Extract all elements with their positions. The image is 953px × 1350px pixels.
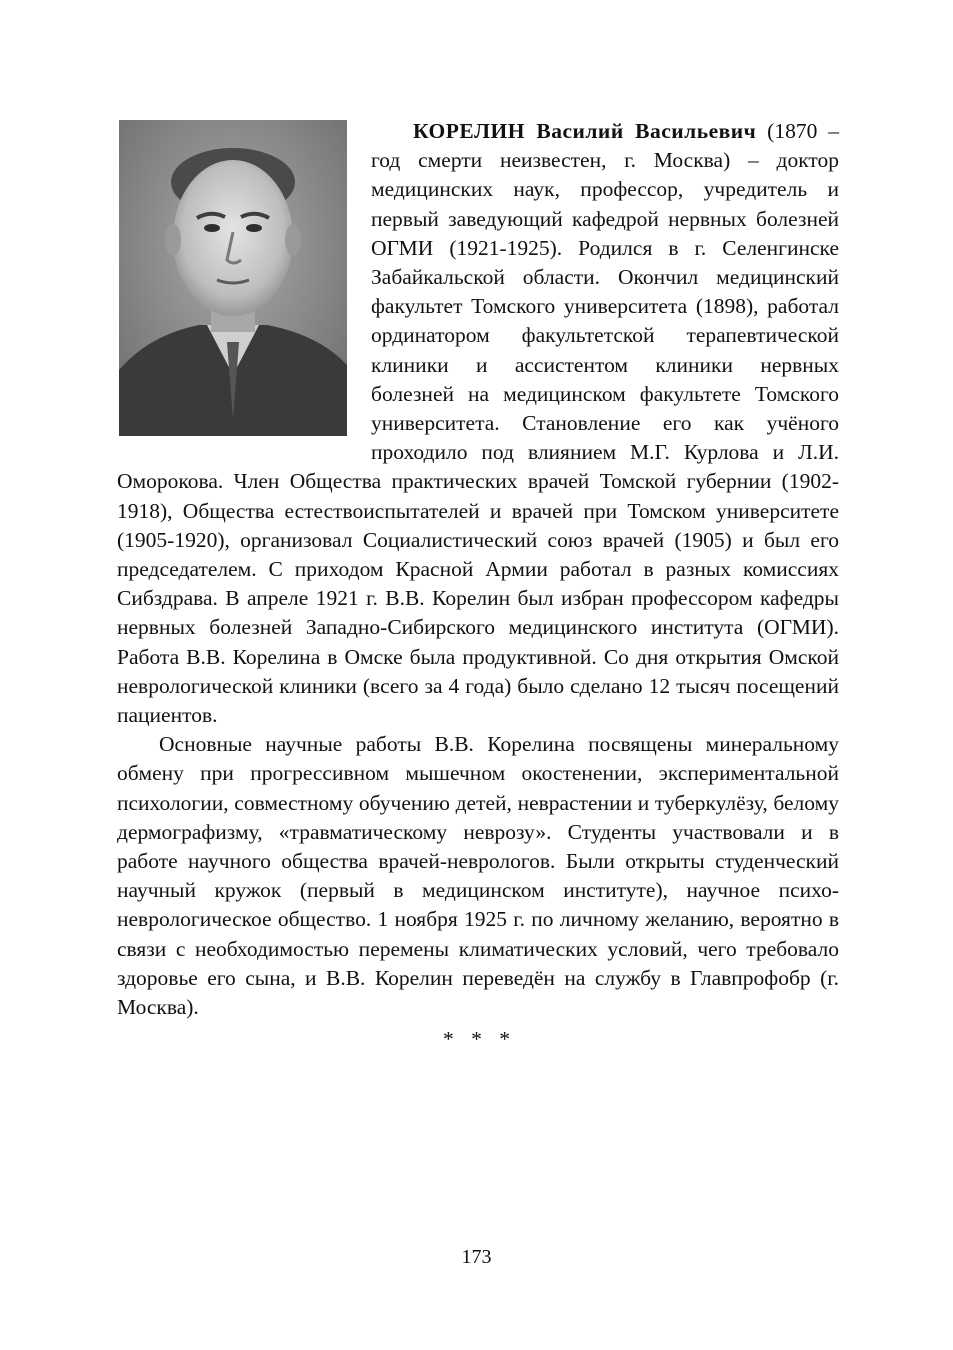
biography-text-1: (1870 – год смерти неизвестен, г. Москва) – доктор медицинских наук, профессор, учредитель и первый заведующий кафедрой нервных болезней ОГМИ (1921-1925). Родился в г. Селенгинске Забайкальской области. Окончил медицинский факультет Томского университета (1898), работал ординатором факультетской терапевтической клиники и ассистентом клиники нервных болезней на медицинском факультете Томского университета. Становление его как учёного проходило под влиянием М.Г. Курлова и Л.И. Оморокова. Член Общества практических врачей Томской губернии (1902-1918), Общества естествоиспытателей и врачей при Томском университете (1905-1920), организовал Социалистический союз врачей (1905) и был его председателем. С приходом Красной Армии работал в разных комиссиях Сибздрава. В апреле 1921 г. В.В. Корелин был избран профессором кафедры нервных болезней Западно-Сибирского медицинского института (ОГМИ). Работа В.В. Корелина в Омске была продуктивной. Со дня открытия Омской неврологической клиники (всего за 4 года) было сделано 12 тысяч посещений пациентов. — [117, 119, 839, 728]
portrait-photo-icon — [119, 120, 347, 436]
person-name: КОРЕЛИН Василий Васильевич — [413, 119, 757, 143]
section-separator: * * * — [443, 1027, 516, 1052]
portrait-photo — [119, 120, 347, 436]
biography-paragraph-2: Основные научные работы В.В. Корелина посвящены минеральному обмену при прогрессивном мышечном окостенении, экспериментальной психологии, совместному обучению детей, неврастении и туберкулёзу, белому дермографизму, «травматическому неврозу». Студенты участвовали и в работе научного общества врачей-неврологов. Были открыты студенческий научный кружок (первый в медицинском институте), научное психоневрологическое общество. 1 ноября 1925 г. по личному желанию, вероятно в связи с необходимостью перемены климатических условий, чего требовало здоровье его сына, и В.В. Корелин переведён на службу в Главпрофобр (г. Москва). — [117, 732, 839, 1020]
biography-entry — [117, 117, 839, 1055]
page-number: 173 — [461, 1246, 492, 1268]
